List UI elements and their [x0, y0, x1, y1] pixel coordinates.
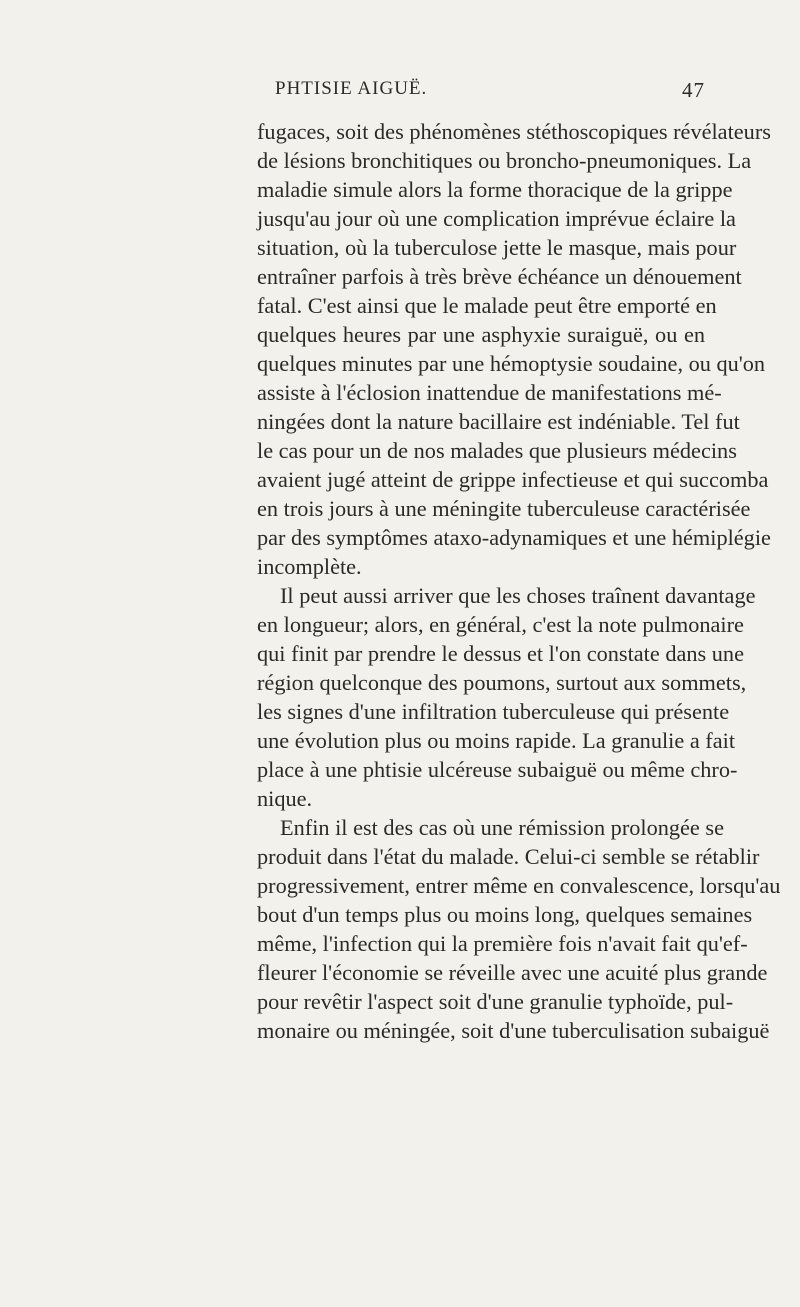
- text-line: même, l'infection qui la première fois n'avait fait qu'ef-: [257, 931, 748, 956]
- running-title: PHTISIE AIGUË.: [275, 78, 428, 99]
- text-line: avaient jugé atteint de grippe infectieuse et qui succomba: [257, 467, 769, 492]
- text-line: bout d'un temps plus ou moins long, quelques semaines: [257, 902, 753, 927]
- paragraph-3: [257, 813, 781, 1045]
- text-line: place à une phtisie ulcéreuse subaiguë ou même chro-: [257, 757, 738, 782]
- text-line: jusqu'au jour où une complication imprévue éclaire la: [257, 206, 736, 231]
- text-line: le cas pour un de nos malades que plusieurs médecins: [257, 438, 737, 463]
- text-line: incomplète.: [257, 554, 362, 579]
- text-line: nique.: [257, 786, 313, 811]
- text-line: pour revêtir l'aspect soit d'une granulie typhoïde, pul-: [257, 989, 734, 1014]
- text-line: produit dans l'état du malade. Celui-ci semble se rétablir: [257, 844, 760, 869]
- paragraph-2: [257, 581, 756, 813]
- text-line: les signes d'une infiltration tuberculeuse qui présente: [257, 699, 730, 724]
- text-line: en longueur; alors, en général, c'est la note pulmonaire: [257, 612, 744, 637]
- text-line: assiste à l'éclosion inattendue de manifestations mé-: [257, 380, 722, 405]
- text-line: fleurer l'économie se réveille avec une acuité plus grande: [257, 960, 768, 985]
- text-line: progressivement, entrer même en convalescence, lorsqu'au: [257, 873, 781, 898]
- paragraph-1: [257, 117, 771, 581]
- text-line: région quelconque des poumons, surtout aux sommets,: [257, 670, 747, 695]
- text-line: monaire ou méningée, soit d'une tuberculisation subaiguë: [257, 1018, 770, 1043]
- text-line: qui finit par prendre le dessus et l'on constate dans une: [257, 641, 744, 666]
- text-line: maladie simule alors la forme thoracique de la grippe: [257, 177, 733, 202]
- text-line: quelques minutes par une hémoptysie soudaine, ou qu'on: [257, 351, 766, 376]
- text-line: situation, où la tuberculose jette le masque, mais pour: [257, 235, 737, 260]
- page-number: 47: [682, 78, 705, 102]
- body-text: [257, 117, 781, 1045]
- text-line: Il peut aussi arriver que les choses traînent davantage: [280, 583, 756, 608]
- text-line: fugaces, soit des phénomènes stéthoscopiques révélateurs: [257, 119, 771, 144]
- text-line: de lésions bronchitiques ou broncho-pneumoniques. La: [257, 148, 752, 173]
- text-line: fatal. C'est ainsi que le malade peut être emporté en: [257, 293, 717, 318]
- text-line: Enfin il est des cas où une rémission prolongée se: [280, 815, 724, 840]
- text-line: une évolution plus ou moins rapide. La granulie a fait: [257, 728, 736, 753]
- text-line: quelques heures par une asphyxie suraiguë, ou en: [257, 322, 705, 347]
- running-head: [265, 78, 705, 108]
- text-line: en trois jours à une méningite tuberculeuse caractérisée: [257, 496, 751, 521]
- text-line: ningées dont la nature bacillaire est indéniable. Tel fut: [257, 409, 740, 434]
- text-line: par des symptômes ataxo-adynamiques et une hémiplégie: [257, 525, 771, 550]
- text-line: entraîner parfois à très brève échéance un dénouement: [257, 264, 742, 289]
